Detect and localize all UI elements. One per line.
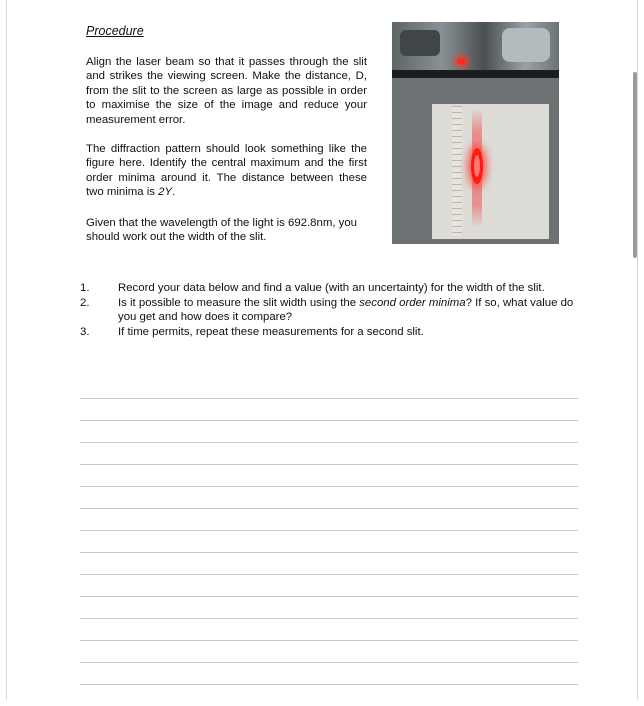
procedure-heading: Procedure xyxy=(86,24,144,38)
answer-lines xyxy=(80,398,578,706)
answer-line xyxy=(80,486,578,487)
pattern-paragraph xyxy=(86,142,367,200)
pattern-text: The diffraction pattern should look something like the figure here. Identify the central maximum and the first order minima around it. The distance between these two minima is xyxy=(86,143,367,199)
distance-variable: 2Y xyxy=(158,186,173,199)
answer-line xyxy=(80,618,578,619)
task-text-pre: Is it possible to measure the slit width using the xyxy=(118,297,360,310)
diffraction-photo xyxy=(392,22,559,244)
ruler-scale xyxy=(452,106,462,236)
answer-line xyxy=(80,508,578,509)
task-text: Record your data below and find a value (with an uncertainty) for the width of the slit. xyxy=(118,282,545,294)
photo-equipment-right xyxy=(502,28,550,62)
answer-line xyxy=(80,684,578,685)
photo-bench-bar xyxy=(392,70,559,78)
pattern-end: . xyxy=(172,186,176,199)
task-emphasis: second order minima xyxy=(359,297,466,310)
answer-line xyxy=(80,574,578,575)
central-maximum-core xyxy=(474,155,480,177)
task-text: If time permits, repeat these measurements for a second slit. xyxy=(118,326,424,339)
viewing-screen xyxy=(432,104,549,239)
task-number: 1. xyxy=(80,282,90,294)
answer-line xyxy=(80,552,578,553)
answer-line xyxy=(80,640,578,641)
answer-line xyxy=(80,596,578,597)
answer-line xyxy=(80,464,578,465)
answer-line xyxy=(80,398,578,399)
page-border-right xyxy=(637,0,638,700)
answer-line xyxy=(80,662,578,663)
answer-line xyxy=(80,442,578,443)
task-number: 2. xyxy=(80,297,90,310)
laser-dot xyxy=(457,58,466,65)
task-text-post: ? If so, what value do you get and how does it compare? xyxy=(118,297,574,323)
wavelength-paragraph: Given that the wavelength of the light is 692.8nm, you should work out the width of the slit. xyxy=(86,217,358,244)
page-border-left xyxy=(6,0,7,700)
align-paragraph: Align the laser beam so that it passes through the slit and strikes the viewing screen. Make the distance, D, from the slit to the screen as large as possible in order to maximise the size of the image and reduce your measurement error. xyxy=(86,56,367,126)
task-number: 3. xyxy=(80,326,90,339)
answer-line xyxy=(80,530,578,531)
vertical-scrollbar[interactable] xyxy=(633,72,637,258)
task-item xyxy=(80,282,580,295)
task-list xyxy=(80,282,580,342)
answer-line xyxy=(80,420,578,421)
task-item xyxy=(80,326,580,339)
photo-equipment-left xyxy=(400,30,440,56)
task-item xyxy=(80,297,580,324)
